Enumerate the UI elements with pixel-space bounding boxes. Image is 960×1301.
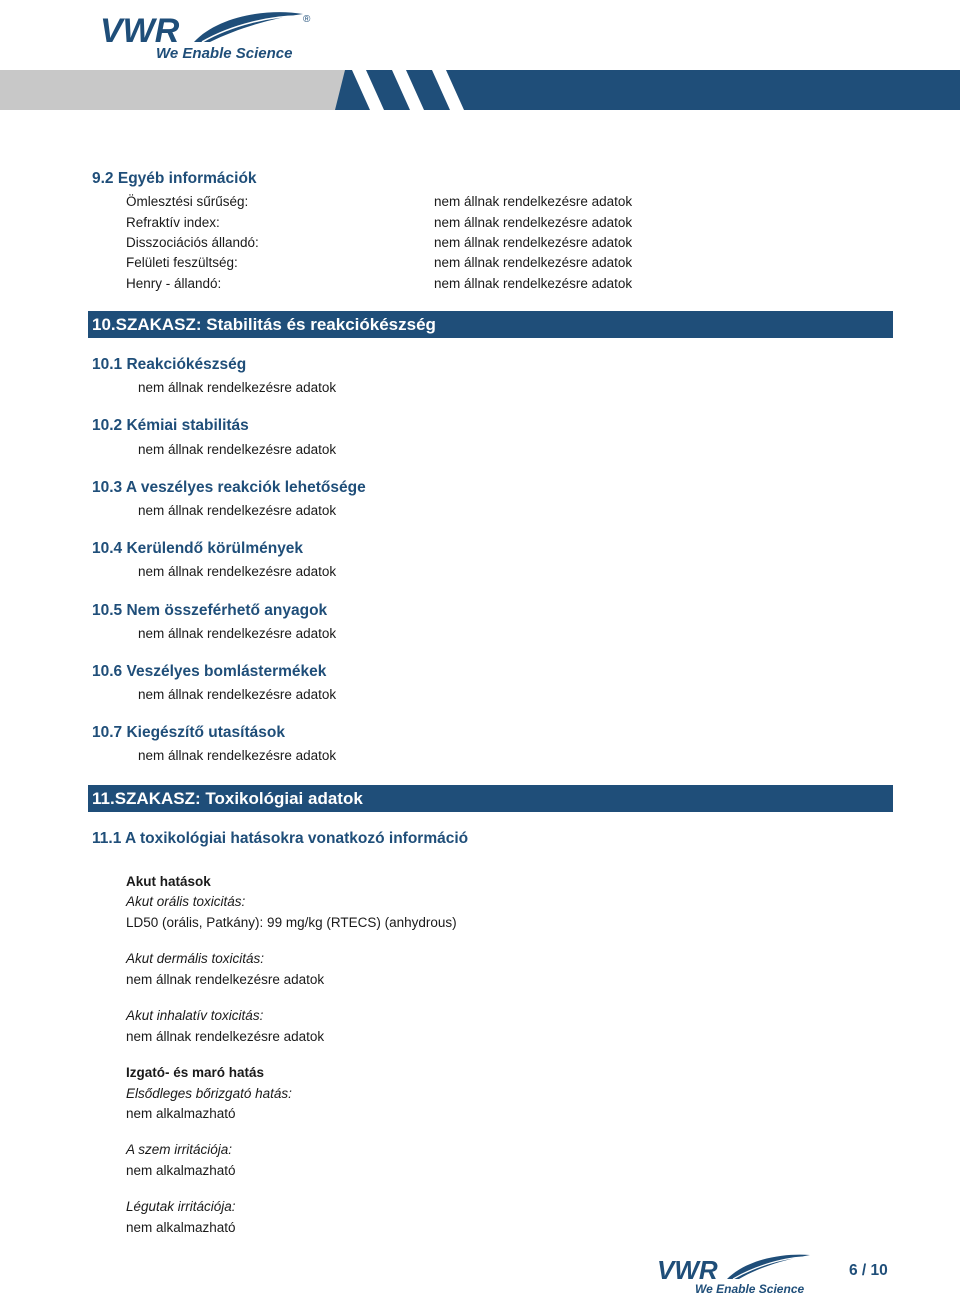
resp-irritation-label: Légutak irritációja:	[126, 1199, 236, 1214]
subsection-title: 10.1 Reakciókészség	[92, 356, 247, 373]
skin-irritation-label: Elsődleges bőrizgató hatás:	[126, 1086, 292, 1101]
subsection-value: nem állnak rendelkezésre adatok	[138, 564, 337, 579]
acute-dermal-value: nem állnak rendelkezésre adatok	[126, 972, 325, 987]
skin-irritation-value: nem alkalmazható	[126, 1106, 236, 1121]
prop-value: nem állnak rendelkezésre adatok	[434, 276, 633, 291]
footer-logo-tagline: We Enable Science	[695, 1282, 805, 1296]
prop-value: nem állnak rendelkezésre adatok	[434, 215, 633, 230]
subsection-value: nem állnak rendelkezésre adatok	[138, 503, 337, 518]
subsection-title: 10.7 Kiegészítő utasítások	[92, 724, 285, 741]
prop-label: Disszociációs állandó:	[126, 235, 259, 250]
footer-vwr-logo	[655, 1251, 815, 1297]
page-number: 6 / 10	[849, 1262, 888, 1279]
acute-oral-label: Akut orális toxicitás:	[126, 894, 246, 909]
acute-heading: Akut hatások	[126, 874, 211, 889]
prop-label: Henry - állandó:	[126, 276, 222, 291]
prop-label: Felületi feszültség:	[126, 255, 238, 270]
subsection-value: nem állnak rendelkezésre adatok	[138, 687, 337, 702]
prop-value: nem állnak rendelkezésre adatok	[434, 255, 633, 270]
resp-irritation-value: nem alkalmazható	[126, 1220, 236, 1235]
subsection-value: nem állnak rendelkezésre adatok	[138, 748, 337, 763]
section-title-9-2: 9.2 Egyéb információk	[92, 170, 257, 187]
acute-inhal-label: Akut inhalatív toxicitás:	[126, 1008, 264, 1023]
header-band	[0, 70, 960, 110]
eye-irritation-value: nem alkalmazható	[126, 1163, 236, 1178]
section-bar-10: 10.SZAKASZ: Stabilitás és reakciókészség	[88, 311, 893, 338]
registered-mark: ®	[303, 14, 311, 25]
acute-inhal-value: nem állnak rendelkezésre adatok	[126, 1029, 325, 1044]
subsection-title: 11.1 A toxikológiai hatásokra vonatkozó információ	[92, 830, 469, 847]
acute-dermal-label: Akut dermális toxicitás:	[126, 951, 265, 966]
prop-label: Refraktív index:	[126, 215, 220, 230]
subsection-title: 10.2 Kémiai stabilitás	[92, 417, 249, 434]
prop-value: nem állnak rendelkezésre adatok	[434, 235, 633, 250]
subsection-title: 10.3 A veszélyes reakciók lehetősége	[92, 479, 366, 496]
eye-irritation-label: A szem irritációja:	[126, 1142, 233, 1157]
acute-oral-value: LD50 (orális, Patkány): 99 mg/kg (RTECS) (anhydrous)	[126, 915, 457, 930]
subsection-value: nem állnak rendelkezésre adatok	[138, 442, 337, 457]
irritant-heading: Izgató- és maró hatás	[126, 1065, 265, 1080]
subsection-title: 10.4 Kerülendő körülmények	[92, 540, 304, 557]
section-bar-11: 11.SZAKASZ: Toxikológiai adatok	[88, 785, 893, 812]
prop-value: nem állnak rendelkezésre adatok	[434, 194, 633, 209]
subsection-title: 10.6 Veszélyes bomlástermékek	[92, 663, 327, 680]
logo-tagline: We Enable Science	[156, 45, 293, 62]
subsection-value: nem állnak rendelkezésre adatok	[138, 380, 337, 395]
logo-wordmark: VWR	[100, 12, 180, 50]
subsection-value: nem állnak rendelkezésre adatok	[138, 626, 337, 641]
vwr-logo	[98, 8, 313, 64]
subsection-title: 10.5 Nem összeférhető anyagok	[92, 602, 328, 619]
prop-label: Ömlesztési sűrűség:	[126, 194, 249, 209]
footer-logo-wordmark: VWR	[657, 1255, 718, 1285]
